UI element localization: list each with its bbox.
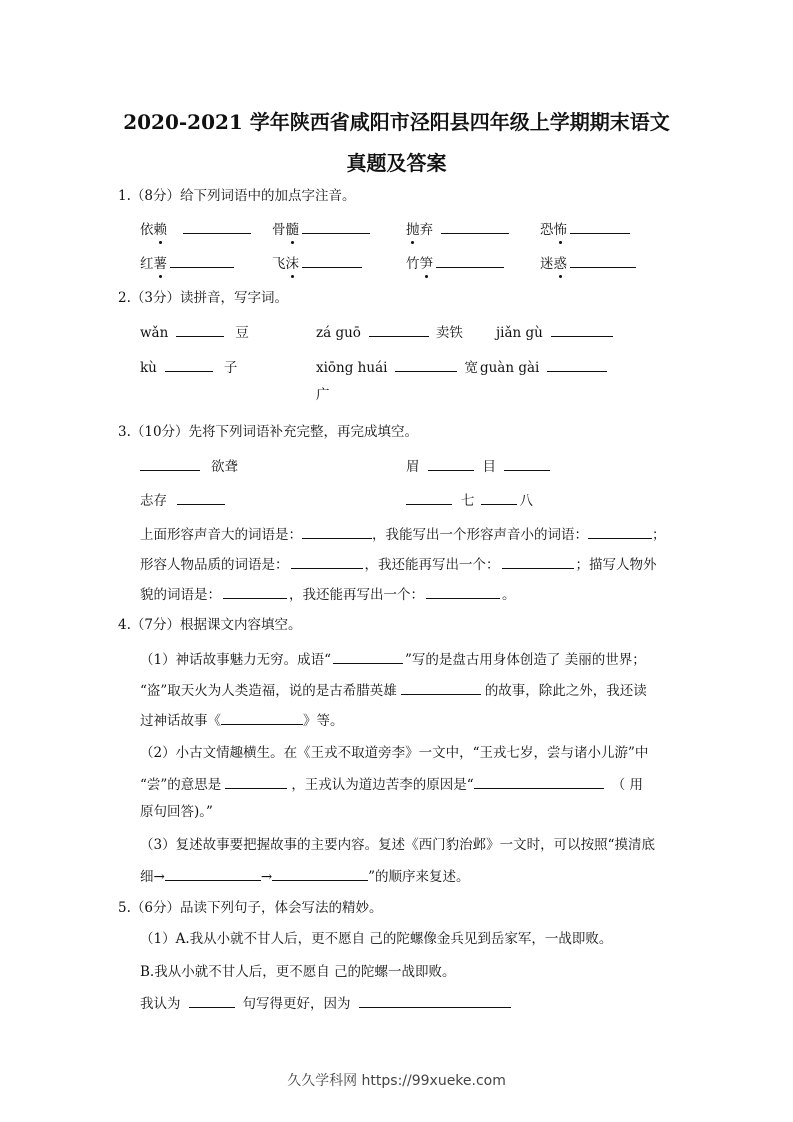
q1-item: 飞沫 bbox=[272, 253, 365, 273]
q4-text: “尝”的意思是 ，王戎认为道边苦李的原因是“ （ 用 bbox=[140, 774, 643, 794]
q4-header: 4.（7分）根据课文内容填空。 bbox=[118, 617, 302, 633]
q1-item: 恐怖 bbox=[540, 219, 633, 239]
answer-blank[interactable] bbox=[165, 866, 261, 881]
q4-text: （2）小古文情趣横生。在《王戎不取道旁李》一文中，“王戎七岁，尝与诸小儿游”中 bbox=[140, 745, 649, 761]
q1-item: 依赖 bbox=[140, 219, 254, 239]
answer-blank[interactable] bbox=[369, 322, 429, 337]
answer-blank[interactable] bbox=[302, 253, 362, 268]
q4-text: 原句回答)。” bbox=[140, 804, 213, 820]
q4-text: 过神话故事《 》等。 bbox=[140, 710, 344, 730]
answer-blank[interactable] bbox=[221, 710, 303, 725]
q5-sentence-a: （1）A.我从小就不甘人后，更不愿自 己的陀螺像金兵见到岳家军，一战即败。 bbox=[140, 931, 613, 947]
footer-watermark: 久久学科网 https://99xueke.com bbox=[287, 1073, 506, 1089]
q3-sentence: 上面形容声音大的词语是： ，我能写出一个形容声音小的词语： ； bbox=[140, 524, 666, 544]
answer-blank[interactable] bbox=[225, 774, 287, 789]
q3-word: 眉 目 bbox=[406, 456, 553, 476]
answer-blank[interactable] bbox=[570, 253, 636, 268]
answer-blank[interactable] bbox=[547, 357, 607, 372]
q2-item: wǎn 豆 bbox=[140, 322, 249, 342]
answer-blank[interactable] bbox=[504, 456, 550, 471]
answer-blank[interactable] bbox=[401, 680, 481, 695]
answer-blank[interactable] bbox=[441, 219, 509, 234]
answer-blank[interactable] bbox=[474, 774, 604, 789]
answer-blank[interactable] bbox=[170, 253, 234, 268]
q3-word: 欲聋 bbox=[140, 456, 238, 476]
q5-header: 5.（6分）品读下列句子，体会写法的精妙。 bbox=[118, 900, 383, 916]
q1-item: 骨髓 bbox=[272, 219, 373, 239]
answer-blank[interactable] bbox=[428, 456, 474, 471]
answer-blank[interactable] bbox=[291, 554, 363, 569]
q1-item: 红薯 bbox=[140, 253, 237, 273]
q5-sentence-b: B.我从小就不甘人后，更不愿自 己的陀螺一战即败。 bbox=[140, 964, 456, 980]
q1-item: 抛弃 bbox=[406, 219, 512, 239]
q3-word: 志存 bbox=[140, 490, 228, 510]
answer-blank[interactable] bbox=[140, 456, 200, 471]
answer-blank[interactable] bbox=[223, 584, 287, 599]
q1-item: 竹笋 bbox=[406, 253, 507, 273]
q3-header: 3.（10分）先将下列词语补充完整，再完成填空。 bbox=[118, 424, 419, 440]
q1-item: 迷惑 bbox=[540, 253, 639, 273]
answer-blank[interactable] bbox=[359, 993, 511, 1008]
answer-blank[interactable] bbox=[551, 322, 613, 337]
q2-item: 广 bbox=[316, 387, 330, 403]
q2-item: kù 子 bbox=[140, 357, 237, 377]
q2-item: xiōng huái 宽 guàn gài bbox=[316, 357, 610, 377]
answer-blank[interactable] bbox=[176, 322, 224, 337]
q2-header: 2.（3分）读拼音，写字词。 bbox=[118, 290, 288, 306]
q2-item: zá guō 卖铁 bbox=[316, 322, 463, 342]
answer-blank[interactable] bbox=[395, 357, 457, 372]
answer-blank[interactable] bbox=[177, 490, 225, 505]
answer-blank[interactable] bbox=[302, 524, 372, 539]
page-title-line2: 真题及答案 bbox=[346, 151, 447, 175]
page-title-line1: 2020-2021 学年陕西省咸阳市泾阳县四年级上学期期末语文 bbox=[123, 110, 670, 134]
answer-blank[interactable] bbox=[570, 219, 630, 234]
q4-text: （1）神话故事魅力无穷。成语“ ”写的是盘古用身体创造了 美丽的世界； bbox=[140, 649, 646, 669]
answer-blank[interactable] bbox=[502, 554, 574, 569]
answer-blank[interactable] bbox=[333, 649, 403, 664]
answer-blank[interactable] bbox=[272, 866, 368, 881]
answer-blank[interactable] bbox=[183, 219, 251, 234]
answer-blank[interactable] bbox=[189, 993, 235, 1008]
answer-blank[interactable] bbox=[165, 357, 213, 372]
q4-text: 细→ → ”的顺序来复述。 bbox=[140, 866, 470, 886]
answer-blank[interactable] bbox=[426, 584, 500, 599]
answer-blank[interactable] bbox=[481, 490, 517, 505]
answer-blank[interactable] bbox=[302, 219, 370, 234]
q5-answer: 我认为 句写得更好，因为 bbox=[140, 993, 519, 1013]
q1-header: 1.（8分）给下列词语中的加点字注音。 bbox=[118, 188, 356, 204]
q3-sentence: 貌的词语是： ，我还能再写出一个： 。 bbox=[140, 584, 516, 604]
q4-text: “盗”取天火为人类造福，说的是古希腊英雄 的故事，除此之外，我还读 bbox=[140, 680, 647, 700]
q4-text: （3）复述故事要把握故事的主要内容。复述《西门豹治邺》一文时，可以按照“摸清底 bbox=[140, 837, 655, 853]
answer-blank[interactable] bbox=[436, 253, 504, 268]
q2-item: jiǎn gù bbox=[496, 322, 616, 342]
answer-blank[interactable] bbox=[406, 490, 452, 505]
q3-word: 七 八 bbox=[406, 490, 533, 510]
answer-blank[interactable] bbox=[588, 524, 652, 539]
q3-sentence: 形容人物品质的词语是： ，我还能再写出一个： ；描写人物外 bbox=[140, 554, 657, 574]
